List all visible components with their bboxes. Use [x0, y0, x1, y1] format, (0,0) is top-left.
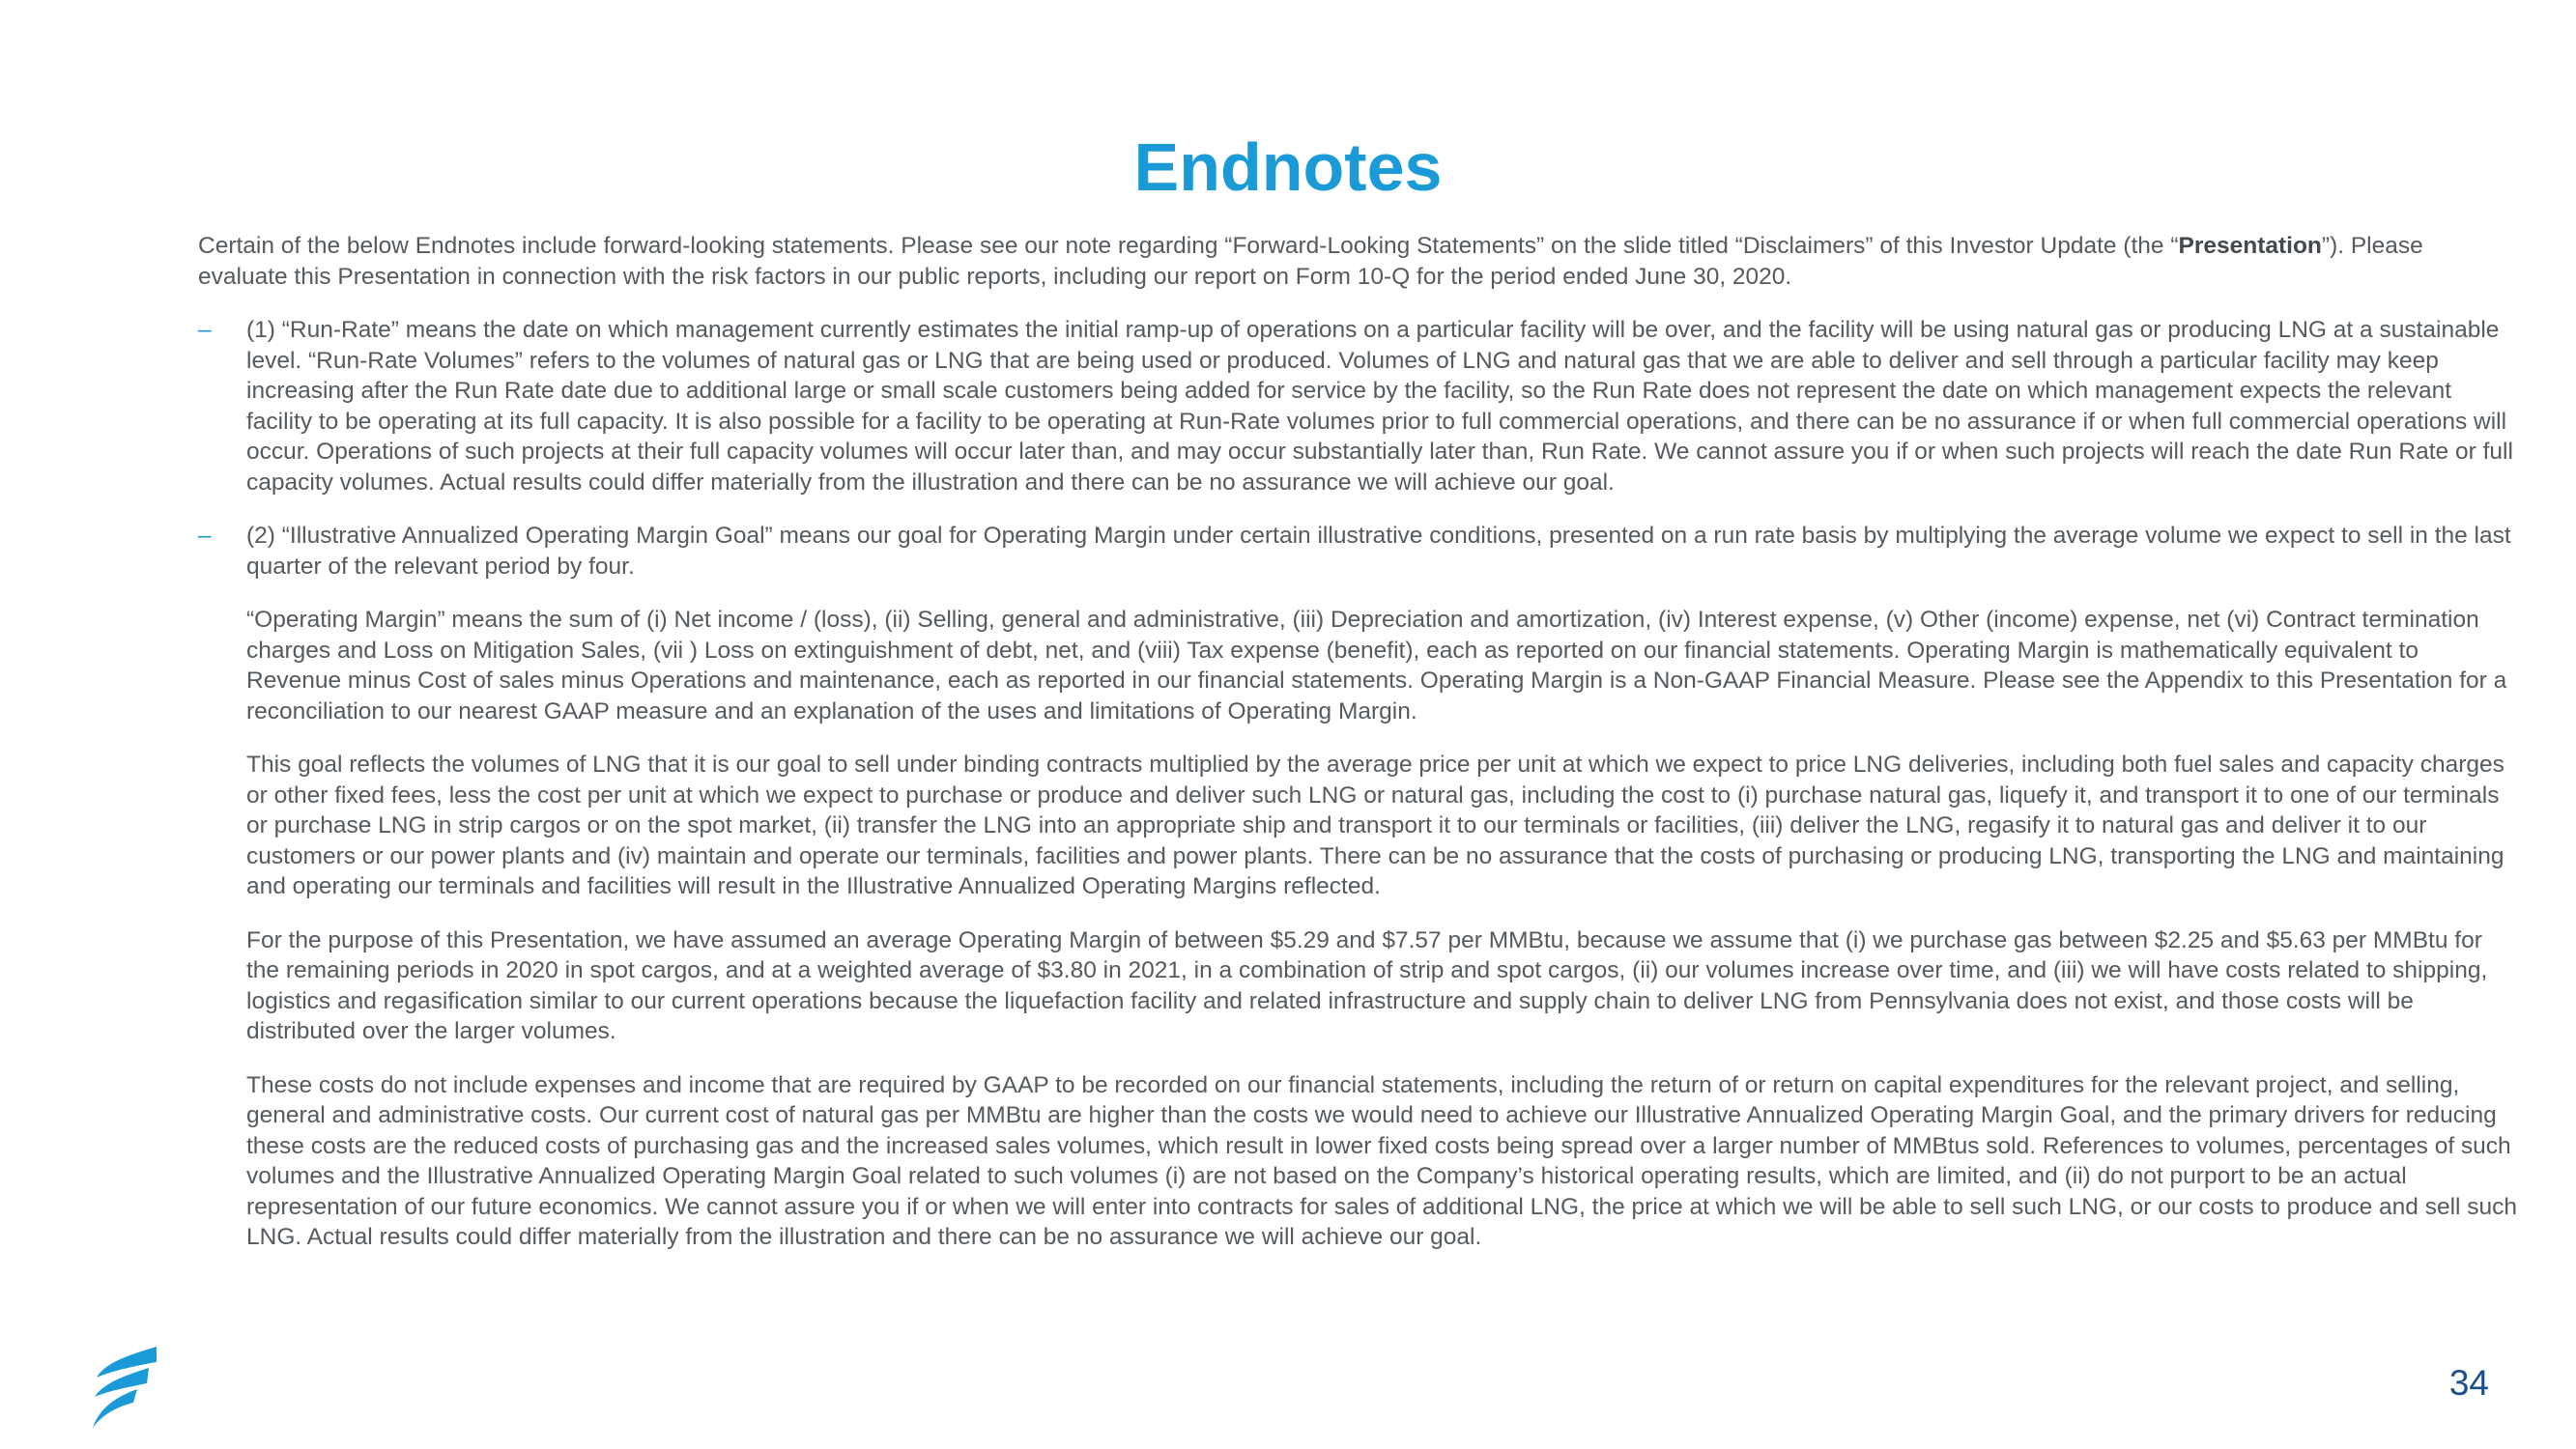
endnote-item-1 — [198, 315, 2517, 497]
intro-text-start: Certain of the below Endnotes include forward-looking statements. Please see our note regarding “Forward-Looking Statements” on the slide titled “Disclaimers” of this Investor Update (the “ — [198, 233, 2179, 259]
endnote-text: (2) “Illustrative Annualized Operating Margin Goal” means our goal for Operating Margin under certain illustrative conditions, presented on a run rate basis by multiplying the average volume we expect to sell in the last quarter of the relevant period by four. — [246, 523, 2511, 580]
endnote-item-2 — [198, 521, 2517, 582]
costs-exclusion-paragraph: These costs do not include expenses and income that are required by GAAP to be recorded on our financial statements, including the return of or return on capital expenditures for the relevant project, and selling, general and administrative costs. Our current cost of natural gas per MMBtu are higher than the costs we would need to achieve our Illustrative Annualized Operating Margin Goal, and the primary drivers for reducing these costs are the reduced costs of purchasing gas and the increased sales volumes, which result in lower fixed costs being spread over a larger number of MMBtus sold. References to volumes, percentages of such volumes and the Illustrative Annualized Operating Margin Goal related to such volumes (i) are not based on the Company’s historical operating results, which are limited, and (ii) do not purport to be an actual representation of our future economics. We cannot assure you if or when we will enter into contracts for sales of additional LNG, the price at which we will be able to sell such LNG, or our costs to produce and sell such LNG. Actual results could differ materially from the illustration and there can be no assurance we will achieve our goal. — [246, 1071, 2518, 1250]
company-logo-icon — [89, 1345, 158, 1430]
intro-text-end: ”). Please evaluate this Presentation in connection with the risk factors in our public reports, including our report on Form 10-Q for the period ended June 30, 2020. — [198, 233, 2423, 290]
intro-bold-term: Presentation — [2178, 233, 2322, 259]
endnotes-body — [198, 231, 2517, 1276]
assumptions-paragraph: For the purpose of this Presentation, we have assumed an average Operating Margin of between $5.29 and $7.57 per MMBtu, because we assume that (i) we purchase gas between $2.25 and $5.63 per MMBtu for the remaining periods in 2020 in spot cargos, and at a weighted average of $3.80 in 2021, in a combination of strip and spot cargos, (ii) our volumes increase over time, and (iii) we will have costs related to shipping, logistics and regasification similar to our current operations because the liquefaction facility and related infrastructure and supply chain to deliver LNG from Pennsylvania does not exist, and those costs will be distributed over the larger volumes. — [246, 926, 2488, 1044]
endnote-text: (1) “Run-Rate” means the date on which management currently estimates the initial ramp-up of operations on a particular facility will be over, and the facility will be using natural gas or producing LNG at a sustainable level. “Run-Rate Volumes” refers to the volumes of natural gas or LNG that are being used or produced. Volumes of LNG and natural gas that we are able to deliver and sell through a particular facility may keep increasing after the Run Rate date due to additional large or small scale customers being added for service by the facility, so the Run Rate does not represent the date on which management expects the relevant facility to be operating at its full capacity. It is also possible for a facility to be operating at Run-Rate volumes prior to full commercial operations, and there can be no assurance if or when full commercial operations will occur. Operations of such projects at their full capacity volumes will occur later than, and may occur substantially later than, Run Rate. We cannot assure you if or when such projects will reach the date Run Rate or full capacity volumes. Actual results could differ materially from the illustration and there can be no assurance we will achieve our goal. — [246, 317, 2513, 496]
page-number: 34 — [2448, 1363, 2489, 1403]
page-title: Endnotes — [1133, 129, 1443, 205]
bullet-dash: – — [198, 317, 212, 343]
operating-margin-definition: “Operating Margin” means the sum of (i) Net income / (loss), (ii) Selling, general and administrative, (iii) Depreciation and amortization, (iv) Interest expense, (v) Other (income) expense, net (vi) Contract termination charges and Loss on Mitigation Sales, (vii ) Loss on extinguishment of debt, net, and (viii) Tax expense (benefit), each as reported on our financial statements. Operating Margin is mathematically equivalent to Revenue minus Cost of sales minus Operations and maintenance, each as reported in our financial statements. Operating Margin is a Non-GAAP Financial Measure. Please see the Appendix to this Presentation for a reconciliation to our nearest GAAP measure and an explanation of the uses and limitations of Operating Margin. — [246, 607, 2507, 724]
bullet-dash: – — [198, 523, 212, 549]
intro-paragraph — [198, 231, 2517, 292]
goal-reflection-paragraph: This goal reflects the volumes of LNG that it is our goal to sell under binding contracts multiplied by the average price per unit at which we expect to price LNG deliveries, including both fuel sales and capacity charges or other fixed fees, less the cost per unit at which we expect to purchase or produce and deliver such LNG or natural gas, including the cost to (i) purchase natural gas, liquefy it, and transport it to one of our terminals or purchase LNG in strip cargos or on the spot market, (ii) transfer the LNG into an appropriate ship and transport it to our terminals or facilities, (iii) deliver the LNG, regasify it to natural gas and deliver it to our customers or our power plants and (iv) maintain and operate our terminals, facilities and power plants. There can be no assurance that the costs of purchasing or producing LNG, transporting the LNG and maintaining and operating our terminals and facilities will result in the Illustrative Annualized Operating Margins reflected. — [246, 752, 2504, 899]
